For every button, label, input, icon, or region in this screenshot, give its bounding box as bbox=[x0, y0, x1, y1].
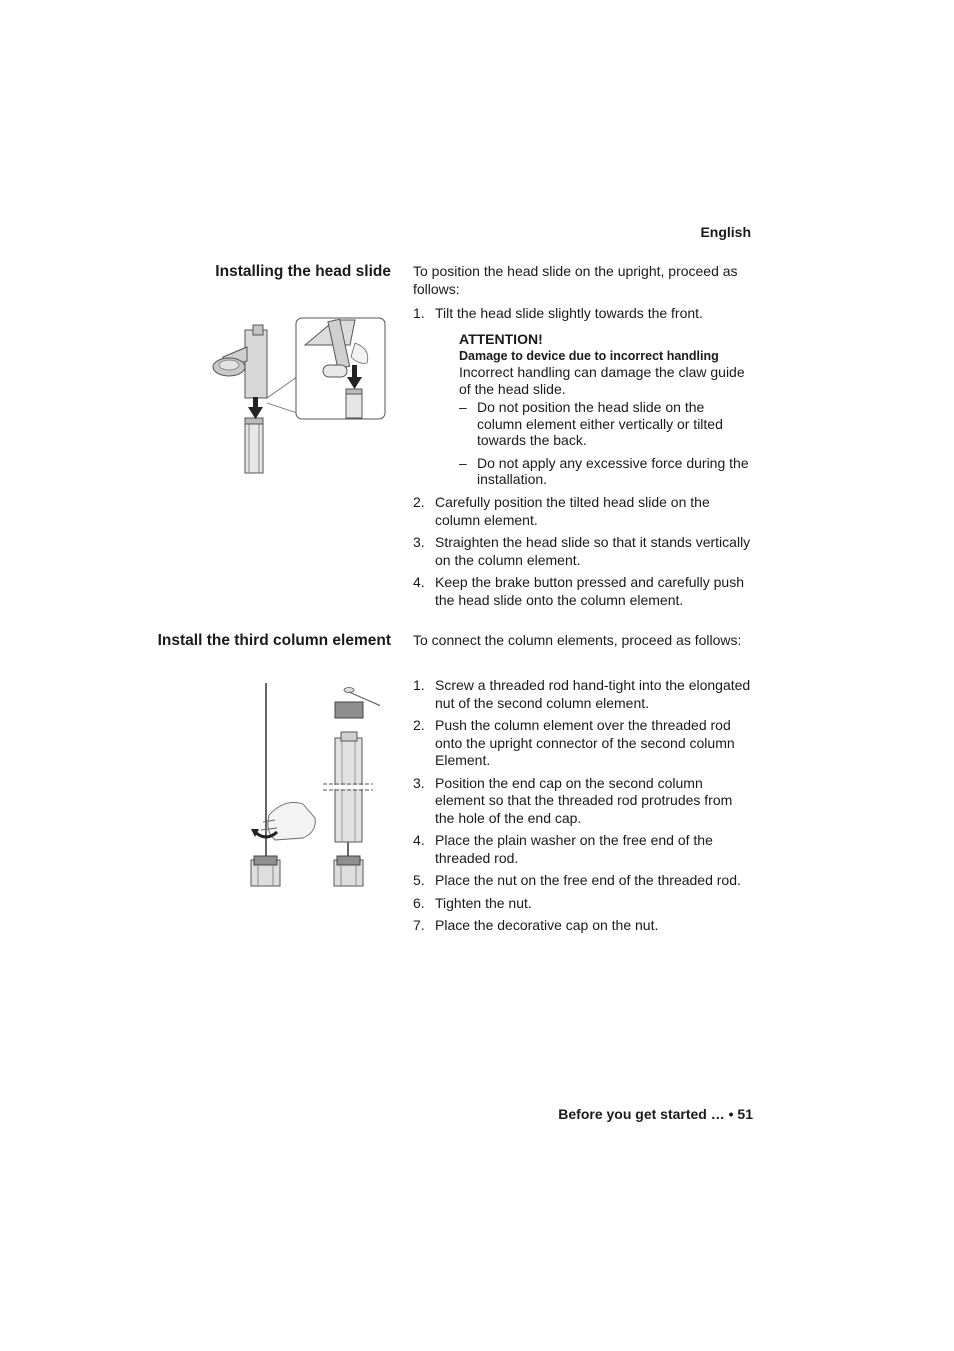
section1-step1-list bbox=[413, 305, 753, 323]
list-item bbox=[459, 399, 753, 449]
section-title-head-slide: Installing the head slide bbox=[215, 263, 391, 280]
step-number: 1. bbox=[413, 305, 425, 321]
list-item bbox=[413, 677, 753, 712]
list-item bbox=[413, 574, 753, 609]
step-text: Keep the brake button pressed and carefully push the head slide onto the column element. bbox=[435, 574, 744, 608]
list-item bbox=[413, 305, 753, 323]
list-item bbox=[413, 775, 753, 828]
list-item bbox=[413, 717, 753, 770]
list-item bbox=[413, 895, 753, 913]
section2-intro: To connect the column elements, proceed as follows: bbox=[413, 632, 742, 648]
section1-intro: To position the head slide on the upright, proceed as follows: bbox=[413, 263, 738, 297]
section1-steps bbox=[413, 494, 753, 609]
step-number: 2. bbox=[413, 494, 425, 510]
attention-heading: ATTENTION! bbox=[459, 331, 543, 347]
third-column-illustration bbox=[245, 680, 380, 888]
step-text: Place the nut on the free end of the threaded rod. bbox=[435, 872, 741, 888]
attention-subheading: Damage to device due to incorrect handling bbox=[459, 349, 719, 363]
step-number: 2. bbox=[413, 717, 425, 733]
attention-box bbox=[459, 331, 753, 488]
list-item bbox=[459, 455, 753, 488]
step-number: 4. bbox=[413, 574, 425, 590]
dash-marker: – bbox=[459, 454, 467, 471]
step-number: 3. bbox=[413, 774, 425, 791]
attention-text: Incorrect handling can damage the claw guide of the head slide. bbox=[459, 364, 745, 397]
dash-marker: – bbox=[459, 399, 467, 415]
step-text: Tighten the nut. bbox=[435, 894, 532, 911]
list-item bbox=[413, 872, 753, 890]
list-item bbox=[413, 917, 753, 935]
language-label: English bbox=[700, 224, 751, 240]
step-number: 5. bbox=[413, 872, 425, 888]
page-footer: Before you get started … • 51 bbox=[558, 1106, 753, 1122]
list-item bbox=[413, 494, 753, 529]
step-text: Carefully position the tilted head slide on the column element. bbox=[435, 494, 710, 528]
step-text: Place the plain washer on the free end of the threaded rod. bbox=[435, 832, 713, 866]
step-number: 1. bbox=[413, 677, 425, 693]
step-text: Position the end cap on the second column element so that the threaded rod protrudes from the hole of the end cap. bbox=[435, 774, 733, 826]
list-item bbox=[413, 534, 753, 569]
step-number: 3. bbox=[413, 534, 425, 550]
step-number: 6. bbox=[413, 894, 425, 911]
bullet-text: Do not position the head slide on the column element either vertically or tilted towards the back. bbox=[477, 399, 723, 448]
step-text: Push the column element over the threaded rod onto the upright connector of the second column Element. bbox=[435, 717, 735, 768]
bullet-text: Do not apply any excessive force during the installation. bbox=[477, 454, 749, 487]
step-text: Screw a threaded rod hand-tight into the elongated nut of the second column element. bbox=[435, 677, 751, 711]
section-title-third-column: Install the third column element bbox=[157, 632, 391, 649]
step-number: 4. bbox=[413, 832, 425, 848]
section2-steps bbox=[413, 677, 753, 935]
attention-bullets bbox=[459, 399, 753, 488]
step-text: Place the decorative cap on the nut. bbox=[435, 917, 659, 933]
head-slide-illustration bbox=[205, 315, 390, 475]
list-item bbox=[413, 832, 753, 867]
step-text: Straighten the head slide so that it stands vertically on the column element. bbox=[435, 534, 751, 568]
step-number: 7. bbox=[413, 917, 425, 933]
step-text: Tilt the head slide slightly towards the front. bbox=[435, 305, 703, 321]
